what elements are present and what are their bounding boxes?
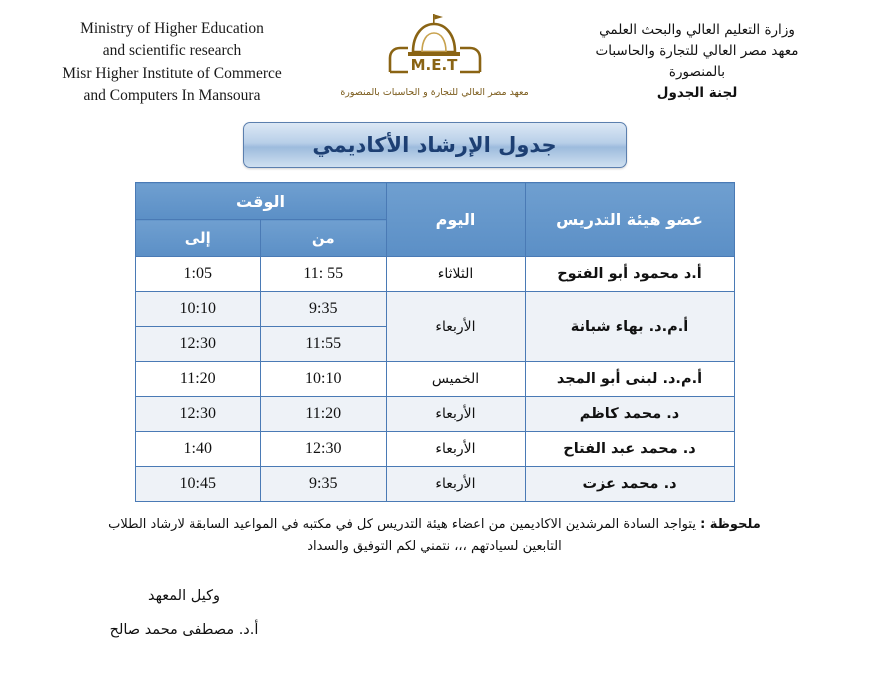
cell-from: 11: 55 [261,257,387,292]
table-body [135,257,734,502]
table-header-row-1 [135,183,734,220]
table-row [135,292,734,327]
header-to: إلى [135,220,261,257]
ministry-line-1: Ministry of Higher Education [80,20,264,37]
note-text: يتواجد السادة المرشدين الاكاديمين من اعضاء هيئة التدريس كل في مكتبه في المواعيد السابقة لارشاد الطلاب التابعين لسيادتهم ،،، نتمني لكم التوفيق والسداد [108,517,701,555]
cell-to: 11:20 [135,362,261,397]
cell-to: 10:10 [135,292,261,327]
cell-day: الأربعاء [386,432,525,467]
schedule-table [135,182,735,502]
ministry-ar-line-3: بالمنصورة [668,63,726,80]
signature-block [0,588,869,638]
cell-teacher: أ.د محمود أبو الفتوح [525,257,734,292]
cell-from: 10:10 [261,362,387,397]
logo-subtitle: معهد مصر العالي للتجارة و الحاسبات بالمنصورة [340,87,529,98]
page-title: جدول الإرشاد الأكاديمي [312,133,557,157]
cell-from: 9:35 [261,292,387,327]
institute-line-2: and Computers In Mansoura [83,87,261,105]
ministry-ar-line-1: وزارة التعليم العالي والبحث العلمي [599,22,795,38]
cell-to: 12:30 [135,327,261,362]
cell-teacher: أ.م.د. بهاء شبانة [525,292,734,362]
header-time-group: الوقت [135,183,386,220]
cell-teacher: أ.م.د. لبنى أبو المجد [525,362,734,397]
page-header [0,0,869,112]
cell-teacher: د. محمد كاظم [525,397,734,432]
met-acronym-text: M.E.T [410,56,457,74]
title-banner-wrap [0,122,869,168]
table-row [135,257,734,292]
header-from: من [261,220,387,257]
cell-teacher: د. محمد عزت [525,467,734,502]
table-row [135,362,734,397]
committee-label: لجنة الجدول [656,84,738,101]
note-label: ملحوظة : [700,517,761,532]
schedule-table-wrap [0,182,869,502]
signature-role: وكيل المعهد [148,588,220,605]
cell-day: الأربعاء [386,467,525,502]
header-right-arabic-text [547,14,847,104]
signature-name: أ.د. مصطفى محمد صالح [109,622,259,639]
ministry-ar-line-2: معهد مصر العالي للتجارة والحاسبات [595,42,799,59]
cell-day: الخميس [386,362,525,397]
table-row [135,397,734,432]
table-row [135,432,734,467]
institute-line-1: Misr Higher Institute of Commerce [62,64,282,82]
cell-from: 12:30 [261,432,387,467]
cell-from: 9:35 [261,467,387,502]
cell-teacher: د. محمد عبد الفتاح [525,432,734,467]
header-day: اليوم [386,183,525,257]
cell-day: الثلاثاء [386,257,525,292]
met-logo [327,16,542,84]
cell-to: 1:05 [135,257,261,292]
header-left-english-text [22,14,322,108]
cell-to: 12:30 [135,397,261,432]
header-teacher: عضو هيئة التدريس [525,183,734,257]
ministry-line-2: and scientific research [102,42,242,60]
met-dome-icon [360,12,510,84]
cell-to: 10:45 [135,467,261,502]
page-title-banner [243,122,627,168]
cell-to: 1:40 [135,432,261,467]
cell-day: الأربعاء [386,292,525,362]
note-block [90,514,780,558]
cell-from: 11:55 [261,327,387,362]
table-row [135,467,734,502]
table-head [135,183,734,257]
header-logo-block [327,14,542,98]
cell-from: 11:20 [261,397,387,432]
cell-day: الأربعاء [386,397,525,432]
